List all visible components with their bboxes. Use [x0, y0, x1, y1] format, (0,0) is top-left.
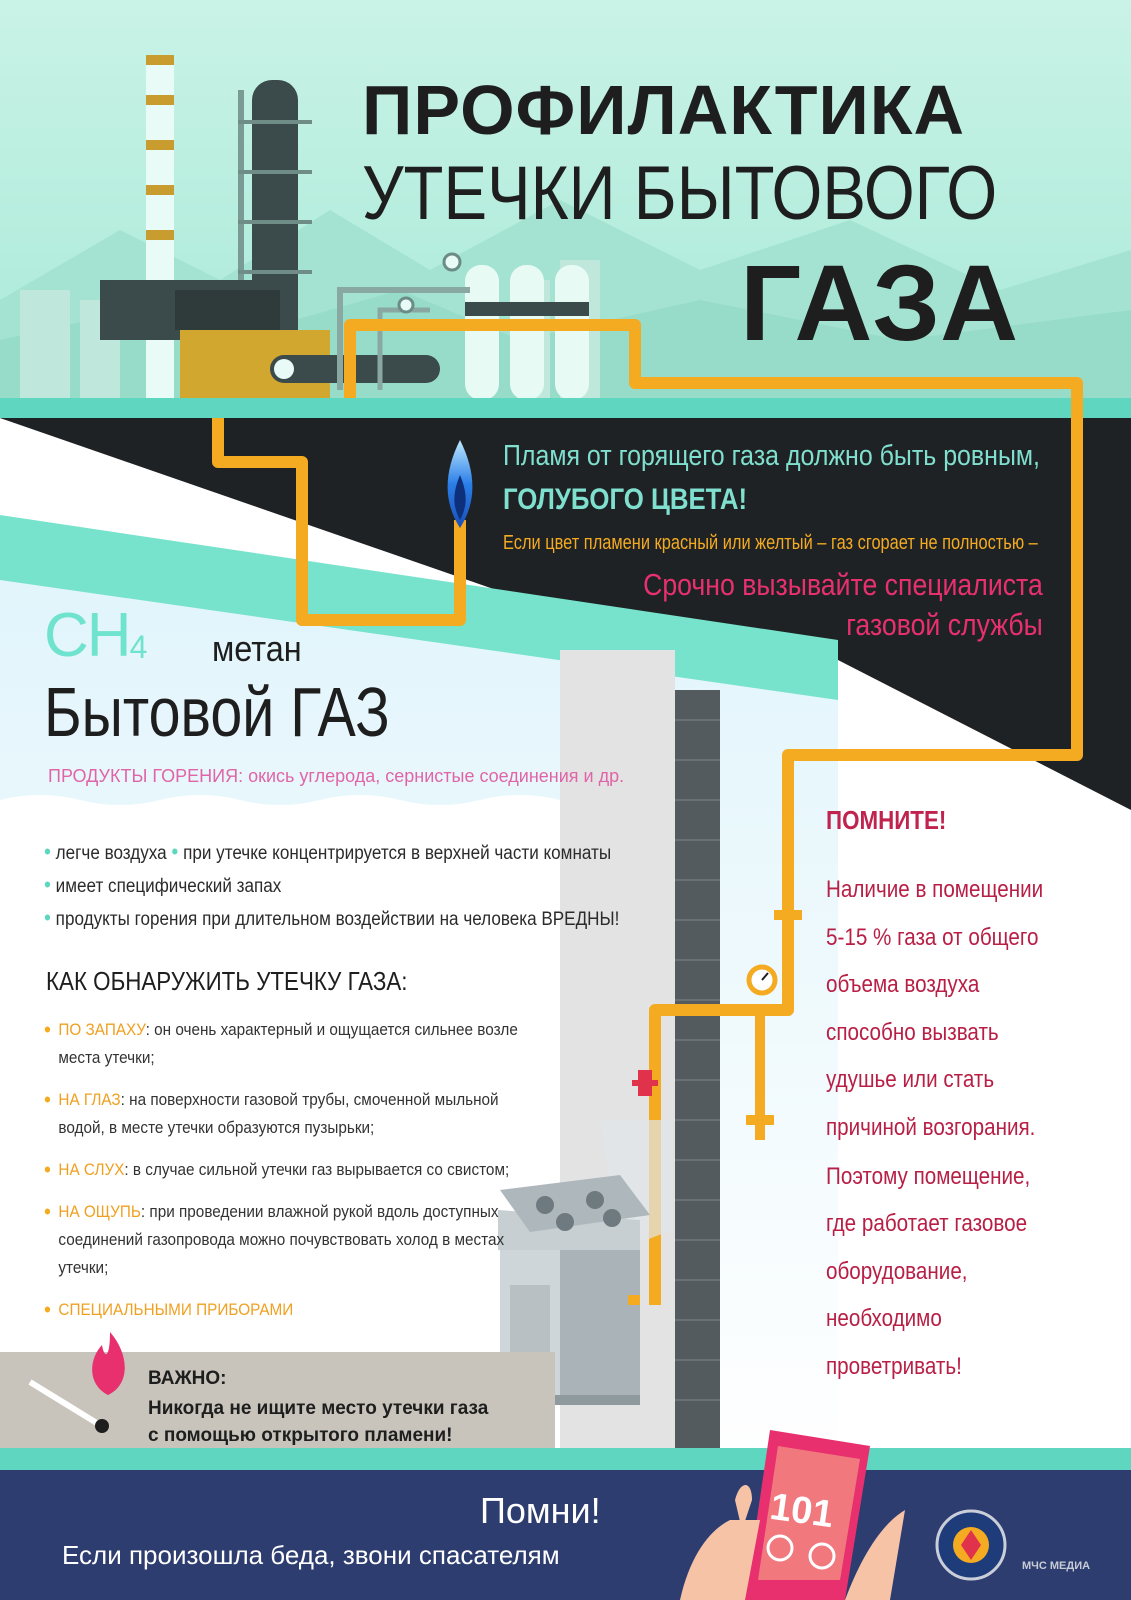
combustion-products-text: окись углерода, сернистые соединения и др.: [243, 766, 625, 786]
remember-line: причиной возгорания.: [826, 1113, 1036, 1141]
bullet-icon: •: [44, 839, 51, 864]
properties-row-1: [44, 836, 619, 869]
property-item: легче воздуха: [55, 843, 167, 864]
remember-line: удушье или стать: [826, 1066, 995, 1093]
flame-urgent: [643, 565, 1043, 645]
important-line-1: Никогда не ищите место утечки газа: [148, 1398, 489, 1419]
bullet-icon: •: [44, 1199, 51, 1224]
title-line-1: ПРОФИЛАКТИКА: [362, 71, 966, 149]
detect-method-key: НА ОЩУПЬ: [58, 1202, 141, 1221]
combustion-products-label: ПРОДУКТЫ ГОРЕНИЯ:: [48, 766, 244, 786]
detect-method-key: СПЕЦИАЛЬНЫМИ ПРИБОРАМИ: [58, 1300, 294, 1319]
flame-line-3: Если цвет пламени красный или желтый – газ сгорает не полностью –: [503, 532, 1038, 554]
bullet-icon: •: [44, 905, 51, 930]
remember-line: оборудование,: [826, 1257, 968, 1285]
detect-method-text: : в случае сильной утечки газ вырывается со свистом;: [124, 1160, 510, 1179]
bullet-icon: •: [171, 839, 179, 864]
title-line-2: УТЕЧКИ БЫТОВОГО: [362, 151, 998, 236]
detect-method: [44, 1086, 548, 1142]
important-heading: ВАЖНО:: [148, 1368, 227, 1389]
remember-heading: ПОМНИТЕ!: [826, 805, 947, 835]
teal-band: [0, 398, 1131, 418]
detect-method: [44, 1198, 548, 1282]
detect-methods-list: [44, 1016, 548, 1338]
detect-method-text: : при проведении влажной рукой вдоль доступных соединений газопровода можно почувствовать холод в местах утечки;: [58, 1202, 505, 1277]
title-line-3: ГАЗА: [740, 242, 1019, 363]
detect-method-text: : он очень характерный и ощущается сильнее возле места утечки;: [58, 1020, 518, 1067]
remember-line: Поэтому помещение,: [826, 1162, 1031, 1190]
footer-heading: Помни!: [480, 1490, 601, 1531]
methane-name: метан: [212, 628, 302, 669]
important-text: [148, 1395, 488, 1449]
remember-line: проветривать!: [826, 1352, 962, 1380]
remember-line: где работает газовое: [826, 1210, 1028, 1237]
bullet-icon: •: [44, 1087, 51, 1112]
remember-text: [826, 866, 1043, 1390]
bullet-icon: •: [44, 1157, 51, 1182]
properties-row-2: [44, 869, 619, 902]
footer-text: Если произошла беда, звони спасателям: [62, 1540, 560, 1570]
bullet-icon: •: [44, 1017, 51, 1042]
detect-method: [44, 1016, 548, 1072]
formula: [44, 600, 145, 671]
remember-line: объема воздуха: [826, 971, 980, 998]
remember-line: Наличие в помещении: [826, 876, 1044, 903]
important-line-2: с помощью открытого пламени!: [148, 1425, 453, 1446]
chimney: [146, 55, 174, 400]
detect-method-key: НА СЛУХ: [58, 1160, 125, 1179]
bullet-icon: •: [44, 1297, 51, 1322]
remember-line: способно вызвать: [826, 1018, 999, 1046]
detect-method: [44, 1296, 548, 1324]
combustion-products: [48, 766, 624, 787]
property-item: продукты горения при длительном воздействии на человека ВРЕДНЫ!: [55, 909, 620, 930]
property-item: имеет специфический запах: [55, 876, 282, 897]
detect-heading: КАК ОБНАРУЖИТЬ УТЕЧКУ ГАЗА:: [46, 966, 408, 996]
bullet-icon: •: [44, 872, 51, 897]
detect-method: [44, 1156, 548, 1184]
household-gas-heading: Бытовой ГАЗ: [44, 673, 390, 751]
properties-row-3: [44, 902, 619, 935]
emergency-number: 101: [767, 1485, 837, 1537]
formula-subscript: 4: [129, 629, 146, 665]
flame-line-2: ГОЛУБОГО ЦВЕТА!: [503, 483, 748, 516]
detect-method-key: НА ГЛАЗ: [58, 1090, 121, 1109]
tanks: [465, 265, 589, 400]
property-item: при утечке концентрируется в верхней части комнаты: [183, 843, 612, 864]
flame-line-1: Пламя от горящего газа должно быть ровным,: [503, 440, 1040, 472]
formula-text: CH: [44, 601, 130, 670]
detect-method-text: : на поверхности газовой трубы, смоченной мыльной водой, в месте утечки образуются пузырьки;: [58, 1090, 499, 1137]
flame-urgent-2: газовой службы: [846, 607, 1043, 642]
detect-method-key: ПО ЗАПАХУ: [58, 1020, 146, 1039]
mchs-media-logo: МЧС МЕДИА: [1022, 1560, 1091, 1572]
remember-line: 5-15 % газа от общего: [826, 923, 1039, 951]
properties-list: [44, 836, 619, 935]
flame-urgent-1: Срочно вызывайте специалиста: [643, 567, 1043, 602]
remember-line: необходимо: [826, 1305, 942, 1332]
